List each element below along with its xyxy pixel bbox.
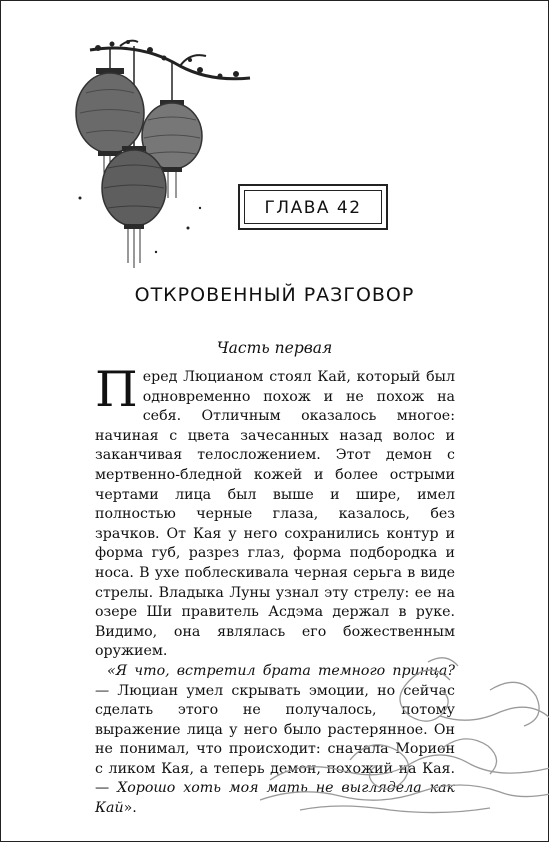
chapter-title: ОТКРОВЕННЫЙ РАЗГОВОР bbox=[134, 284, 415, 306]
cloud-swirl-ornament bbox=[240, 650, 549, 820]
inner-thought-1: «Я что, встретил брата темного принца? — bbox=[95, 662, 455, 699]
paragraph-1-text: еред Люцианом стоял Кай, который был одновременно похож и не похож на себя. Отличным оказалось многое: начиная с цвета зачесанных назад волос и заканчивая телосложением. Этот демон с мертвенно-бледной кожей и более острыми чертами лица был выше и шире, имел полностью черные глаза, казалось, без зрачков. От Кая у него сохранились контур и форма губ, разрез глаз, форма подбородка и носа. В ухе поблескивала черная серьга в виде стрелы. Владыка Луны узнал эту стрелу: ее на озере Ши правитель Асдэма держал в руке. Видимо, она являлась его божественным оружием. bbox=[95, 369, 455, 660]
inner-thought-2: Хорошо хоть моя мать не выглядела как Кай bbox=[95, 780, 455, 817]
drop-cap: П bbox=[95, 361, 138, 418]
chapter-label-frame bbox=[238, 184, 388, 230]
paragraph-2-middle: Люциан умел скрывать эмоции, но сейчас сделать этого не получалось, потому выражение лица у него было растерянное. Он не понимал, что происходит: сначала Морион с ликом Кая, а теперь демон, похожий на Кая. — bbox=[95, 682, 455, 797]
chapter-number: ГЛАВА 42 bbox=[264, 198, 362, 218]
part-title: Часть первая bbox=[216, 339, 333, 357]
paragraph-2-end: ». bbox=[123, 800, 137, 817]
paragraph-1 bbox=[95, 361, 455, 662]
paper-lanterns-illustration bbox=[60, 38, 260, 278]
